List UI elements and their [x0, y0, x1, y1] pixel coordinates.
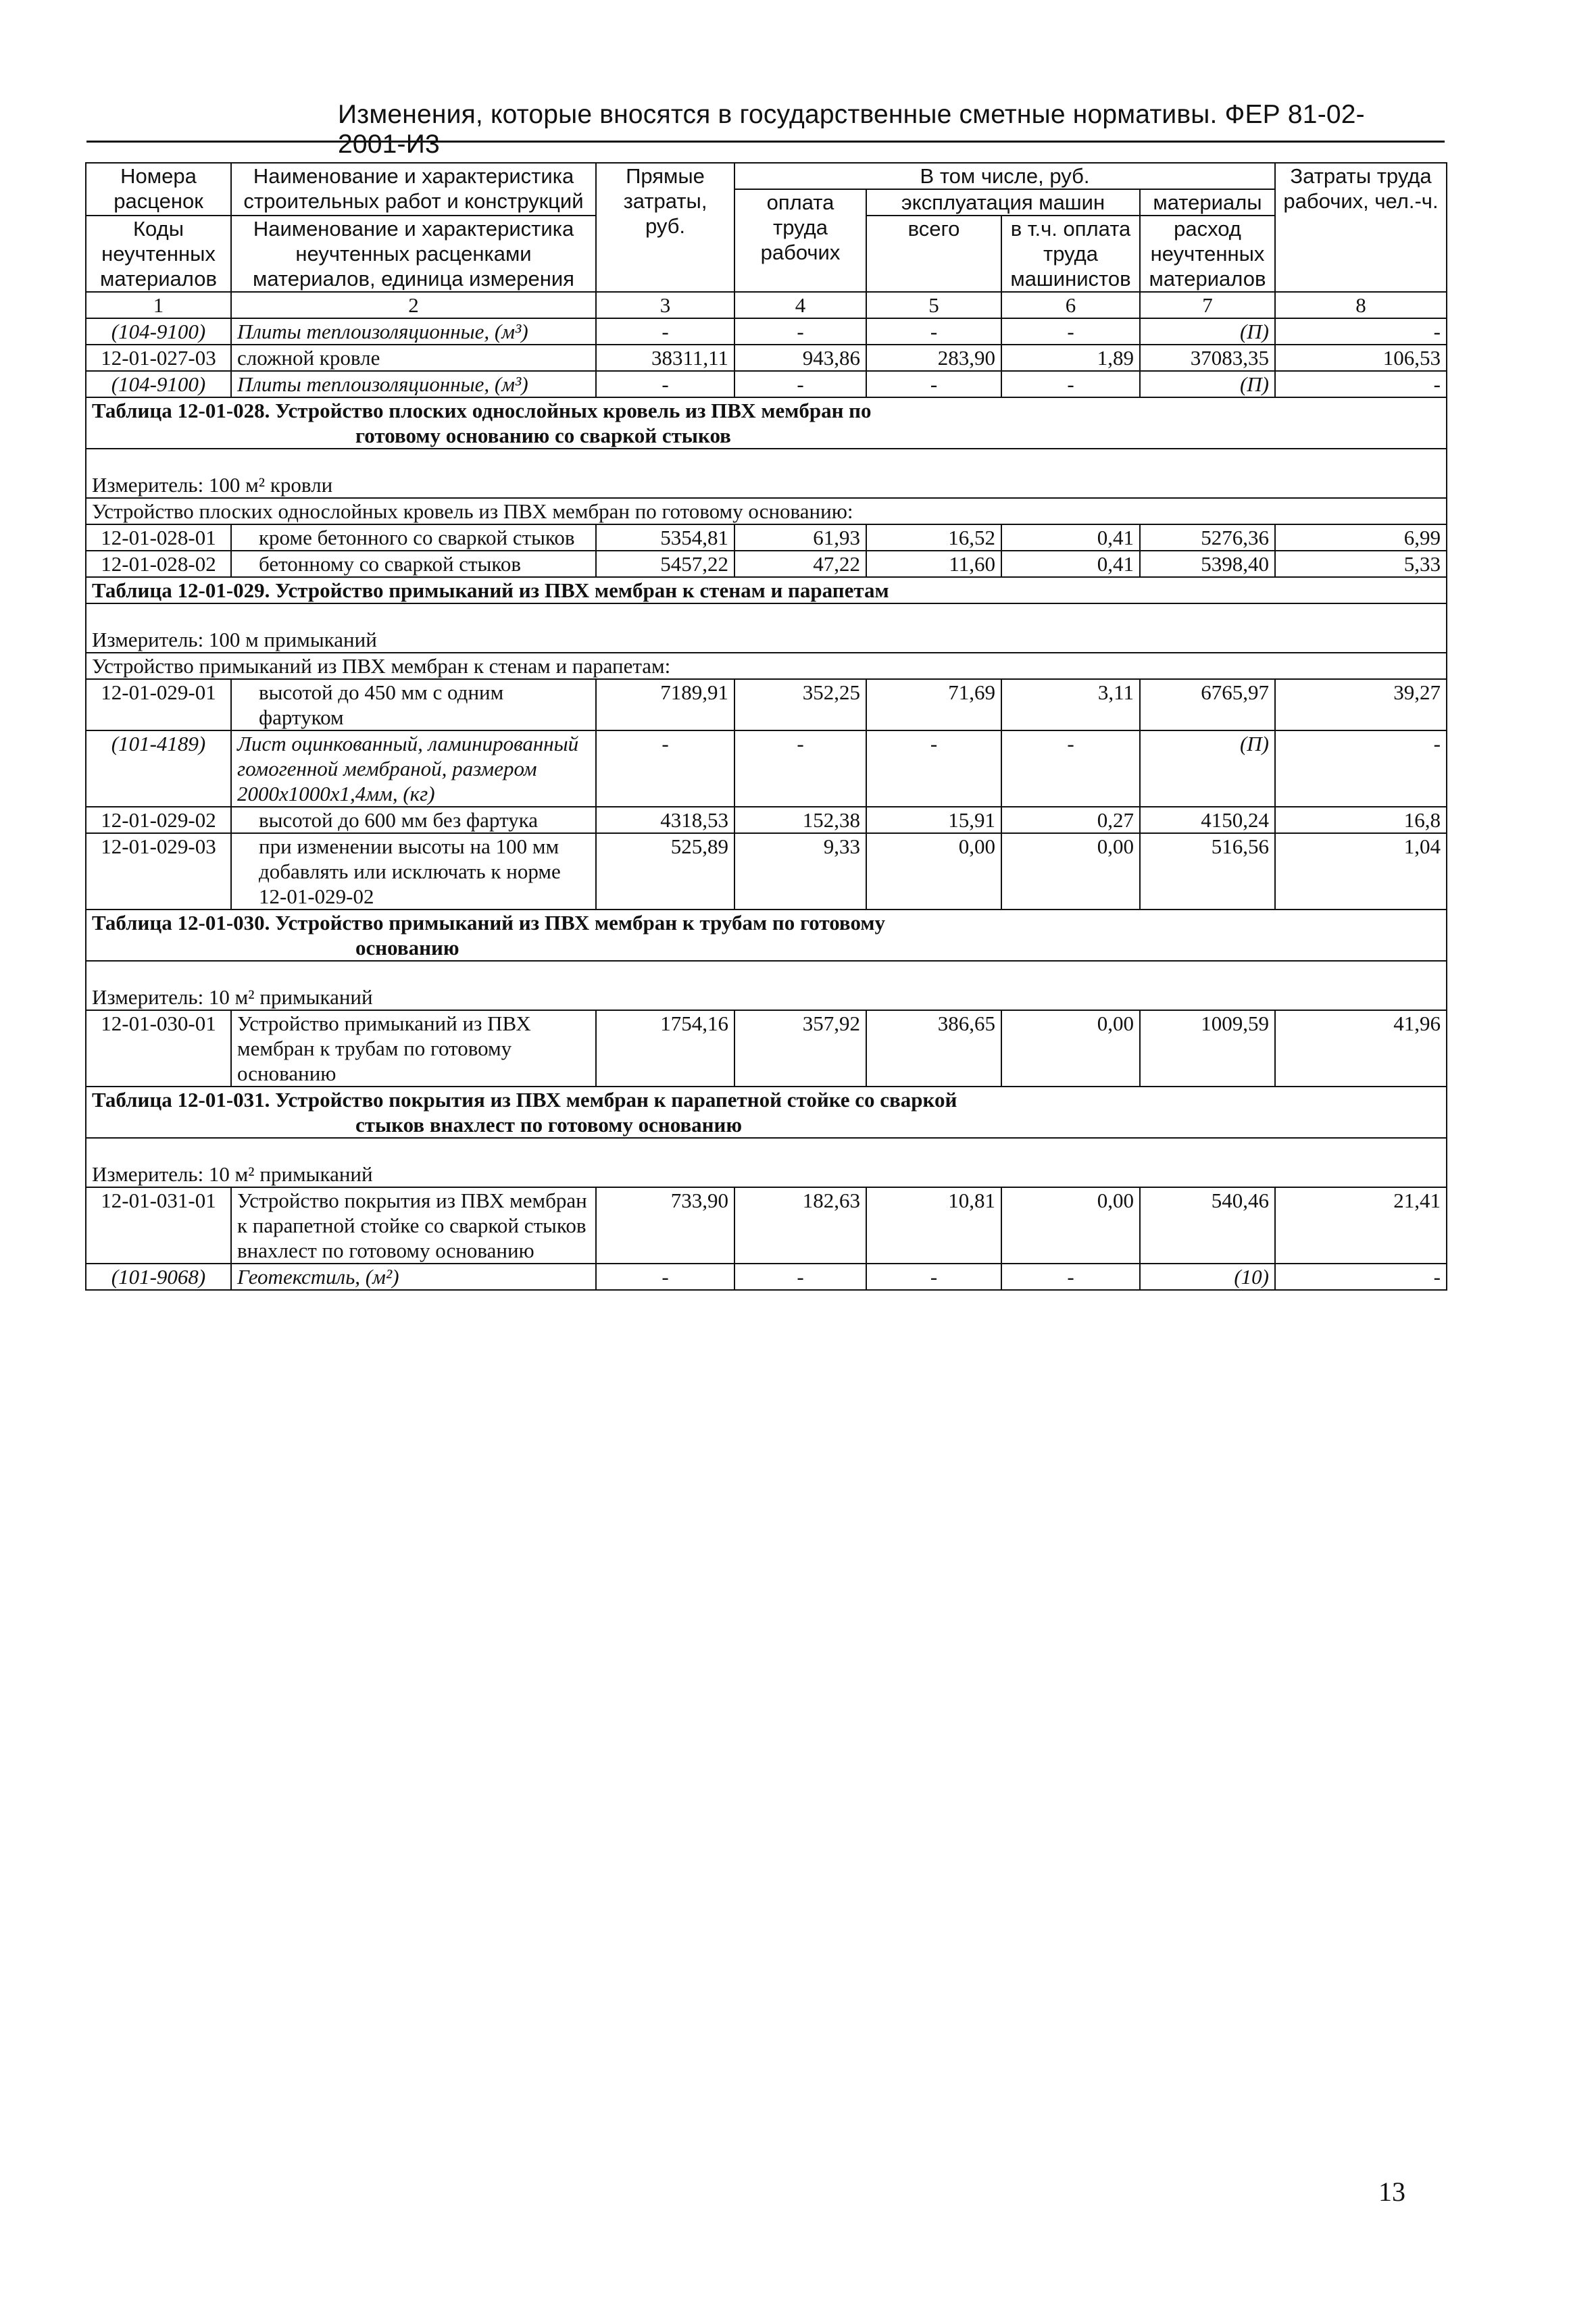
row-machinist-pay: 0,41 — [1001, 524, 1140, 551]
col-number: 4 — [734, 292, 866, 318]
section-title — [86, 577, 1447, 603]
row-name: Плиты теплоизоляционные, (м³) — [231, 318, 596, 345]
row-labor-pay: - — [734, 1264, 866, 1290]
row-machines-total: 0,00 — [866, 833, 1001, 910]
row-labor-hours: - — [1275, 1264, 1447, 1290]
row-code: 12-01-029-03 — [86, 833, 231, 910]
row-cost: 4318,53 — [596, 807, 734, 833]
row-machines-total: 71,69 — [866, 679, 1001, 730]
table-row — [86, 318, 1447, 345]
col-header-2-bottom: Наименование и характеристика неучтенных расценками материалов, единица измерения — [231, 216, 596, 292]
row-name: при изменении высоты на 100 мм добавлять или исключать к норме 12-01-029-02 — [231, 833, 596, 910]
table-row — [86, 371, 1447, 397]
row-machines-total: 16,52 — [866, 524, 1001, 551]
column-number-row — [86, 292, 1447, 318]
row-machines-total: - — [866, 1264, 1001, 1290]
row-machinist-pay: - — [1001, 730, 1140, 807]
estimate-table — [85, 162, 1447, 1291]
subsection-row — [86, 653, 1447, 679]
row-labor-hours: 5,33 — [1275, 551, 1447, 577]
row-machines-total: 10,81 — [866, 1187, 1001, 1264]
section-title-row — [86, 397, 1447, 449]
col-header-1-bottom: Коды неучтенных материалов — [86, 216, 231, 292]
col-header-5: всего — [866, 216, 1001, 292]
header-rule — [86, 141, 1445, 143]
table-row — [86, 833, 1447, 910]
row-cost: 38311,11 — [596, 345, 734, 371]
row-labor-pay: 47,22 — [734, 551, 866, 577]
row-machinist-pay: - — [1001, 371, 1140, 397]
row-code: 12-01-029-02 — [86, 807, 231, 833]
col-header-8: Затраты труда рабочих, чел.-ч. — [1275, 163, 1447, 292]
row-code: (101-4189) — [86, 730, 231, 807]
row-machinist-pay: - — [1001, 318, 1140, 345]
row-machinist-pay: 0,41 — [1001, 551, 1140, 577]
row-materials: 1009,59 — [1140, 1010, 1275, 1087]
row-code: (104-9100) — [86, 371, 231, 397]
measure-unit: Измеритель: 10 м² примыканий — [86, 961, 1447, 1010]
row-labor-hours: - — [1275, 371, 1447, 397]
row-labor-hours: 41,96 — [1275, 1010, 1447, 1087]
row-machinist-pay: 0,27 — [1001, 807, 1140, 833]
section-title-row — [86, 910, 1447, 961]
row-cost: 733,90 — [596, 1187, 734, 1264]
col-number: 1 — [86, 292, 231, 318]
measure-row — [86, 961, 1447, 1010]
row-machines-total: 283,90 — [866, 345, 1001, 371]
row-labor-pay: 9,33 — [734, 833, 866, 910]
row-machinist-pay: 0,00 — [1001, 1187, 1140, 1264]
header-row-1 — [86, 163, 1447, 189]
row-machinist-pay: 1,89 — [1001, 345, 1140, 371]
row-code: (104-9100) — [86, 318, 231, 345]
table-row — [86, 679, 1447, 730]
row-machinist-pay: 0,00 — [1001, 1010, 1140, 1087]
row-machines-total: - — [866, 730, 1001, 807]
row-materials: 516,56 — [1140, 833, 1275, 910]
col-header-incl: В том числе, руб. — [734, 163, 1275, 189]
row-code: (101-9068) — [86, 1264, 231, 1290]
row-name: кроме бетонного со сваркой стыков — [231, 524, 596, 551]
col-number: 8 — [1275, 292, 1447, 318]
section-title — [86, 397, 1447, 449]
measure-row — [86, 1138, 1447, 1187]
row-machines-total: 386,65 — [866, 1010, 1001, 1087]
row-code: 12-01-029-01 — [86, 679, 231, 730]
row-labor-pay: 182,63 — [734, 1187, 866, 1264]
col-header-1-top: Номера расценок — [86, 163, 231, 216]
row-labor-hours: - — [1275, 318, 1447, 345]
row-cost: 5354,81 — [596, 524, 734, 551]
row-name: Геотекстиль, (м²) — [231, 1264, 596, 1290]
row-labor-hours: 16,8 — [1275, 807, 1447, 833]
row-cost: - — [596, 371, 734, 397]
table-row — [86, 807, 1447, 833]
row-code: 12-01-030-01 — [86, 1010, 231, 1087]
measure-unit: Измеритель: 10 м² примыканий — [86, 1138, 1447, 1187]
row-cost: 525,89 — [596, 833, 734, 910]
col-header-materials: материалы — [1140, 189, 1275, 216]
page-number: 13 — [1378, 2176, 1405, 2207]
section-title-line: готовому основанию со сваркой стыков — [355, 424, 731, 447]
table-row — [86, 1187, 1447, 1264]
row-labor-pay: 352,25 — [734, 679, 866, 730]
row-name: Устройство примыканий из ПВХ мембран к трубам по готовому основанию — [231, 1010, 596, 1087]
subsection-title: Устройство плоских однослойных кровель из ПВХ мембран по готовому основанию: — [86, 498, 1447, 524]
row-cost: - — [596, 1264, 734, 1290]
measure-row — [86, 449, 1447, 498]
row-name: высотой до 450 мм с одним фартуком — [231, 679, 596, 730]
row-labor-pay: - — [734, 371, 866, 397]
row-machines-total: - — [866, 371, 1001, 397]
col-number: 5 — [866, 292, 1001, 318]
page-header-title: Изменения, которые вносятся в государственные сметные нормативы. ФЕР 81-02-2001-И3 — [338, 100, 1365, 159]
row-materials: (10) — [1140, 1264, 1275, 1290]
row-labor-hours: 1,04 — [1275, 833, 1447, 910]
section-title-line: Таблица 12-01-028. Устройство плоских однослойных кровель из ПВХ мембран по — [92, 399, 872, 422]
row-labor-pay: - — [734, 730, 866, 807]
row-code: 12-01-028-01 — [86, 524, 231, 551]
row-labor-hours: - — [1275, 730, 1447, 807]
section-title-line: Таблица 12-01-030. Устройство примыканий из ПВХ мембран к трубам по готовому — [92, 911, 885, 935]
col-header-machines: эксплуатация машин — [866, 189, 1140, 216]
row-cost: - — [596, 318, 734, 345]
subsection-row — [86, 498, 1447, 524]
subsection-title: Устройство примыканий из ПВХ мембран к стенам и парапетам: — [86, 653, 1447, 679]
section-title-line: Таблица 12-01-029. Устройство примыканий из ПВХ мембран к стенам и парапетам — [92, 578, 889, 602]
row-name: бетонному со сваркой стыков — [231, 551, 596, 577]
col-header-6: в т.ч. оплата труда машинистов — [1001, 216, 1140, 292]
row-materials: (П) — [1140, 371, 1275, 397]
table-row — [86, 551, 1447, 577]
row-machinist-pay: 3,11 — [1001, 679, 1140, 730]
measure-row — [86, 603, 1447, 653]
row-name: Лист оцинкованный, ламинированный гомогенной мембраной, размером 2000х1000х1,4мм, (кг) — [231, 730, 596, 807]
row-labor-hours: 39,27 — [1275, 679, 1447, 730]
row-machines-total: 15,91 — [866, 807, 1001, 833]
section-title — [86, 1087, 1447, 1138]
section-title-line: стыков внахлест по готовому основанию — [355, 1113, 743, 1137]
row-code: 12-01-031-01 — [86, 1187, 231, 1264]
row-machines-total: - — [866, 318, 1001, 345]
table-row — [86, 1010, 1447, 1087]
row-labor-pay: 943,86 — [734, 345, 866, 371]
col-header-3: Прямые затраты, руб. — [596, 163, 734, 292]
row-labor-hours: 106,53 — [1275, 345, 1447, 371]
col-header-7: расход неучтенных материалов — [1140, 216, 1275, 292]
section-title-row — [86, 577, 1447, 603]
section-title-line: основанию — [355, 936, 459, 960]
measure-unit: Измеритель: 100 м² кровли — [86, 449, 1447, 498]
col-number: 6 — [1001, 292, 1140, 318]
col-header-2-top: Наименование и характеристика строительных работ и конструкций — [231, 163, 596, 216]
row-materials: 540,46 — [1140, 1187, 1275, 1264]
row-materials: 37083,35 — [1140, 345, 1275, 371]
row-name: Плиты теплоизоляционные, (м³) — [231, 371, 596, 397]
row-labor-pay: 357,92 — [734, 1010, 866, 1087]
row-materials: 5398,40 — [1140, 551, 1275, 577]
col-number: 7 — [1140, 292, 1275, 318]
row-code: 12-01-027-03 — [86, 345, 231, 371]
row-cost: - — [596, 730, 734, 807]
row-cost: 7189,91 — [596, 679, 734, 730]
col-number: 2 — [231, 292, 596, 318]
row-materials: (П) — [1140, 730, 1275, 807]
row-labor-pay: - — [734, 318, 866, 345]
row-machines-total: 11,60 — [866, 551, 1001, 577]
row-labor-hours: 21,41 — [1275, 1187, 1447, 1264]
row-materials: 5276,36 — [1140, 524, 1275, 551]
section-title — [86, 910, 1447, 961]
row-name: сложной кровле — [231, 345, 596, 371]
row-cost: 1754,16 — [596, 1010, 734, 1087]
table-row — [86, 524, 1447, 551]
col-header-4: оплата труда рабочих — [734, 189, 866, 292]
row-labor-pay: 152,38 — [734, 807, 866, 833]
table-row — [86, 1264, 1447, 1290]
row-code: 12-01-028-02 — [86, 551, 231, 577]
row-name: высотой до 600 мм без фартука — [231, 807, 596, 833]
row-labor-hours: 6,99 — [1275, 524, 1447, 551]
row-materials: 4150,24 — [1140, 807, 1275, 833]
section-title-line: Таблица 12-01-031. Устройство покрытия из ПВХ мембран к парапетной стойке со сваркой — [92, 1088, 957, 1112]
row-materials: 6765,97 — [1140, 679, 1275, 730]
measure-unit: Измеритель: 100 м примыканий — [86, 603, 1447, 653]
row-machinist-pay: 0,00 — [1001, 833, 1140, 910]
table-row — [86, 730, 1447, 807]
row-machinist-pay: - — [1001, 1264, 1140, 1290]
row-labor-pay: 61,93 — [734, 524, 866, 551]
row-name: Устройство покрытия из ПВХ мембран к парапетной стойке со сваркой стыков внахлест по готовому основанию — [231, 1187, 596, 1264]
col-number: 3 — [596, 292, 734, 318]
row-materials: (П) — [1140, 318, 1275, 345]
section-title-row — [86, 1087, 1447, 1138]
row-cost: 5457,22 — [596, 551, 734, 577]
table-row — [86, 345, 1447, 371]
